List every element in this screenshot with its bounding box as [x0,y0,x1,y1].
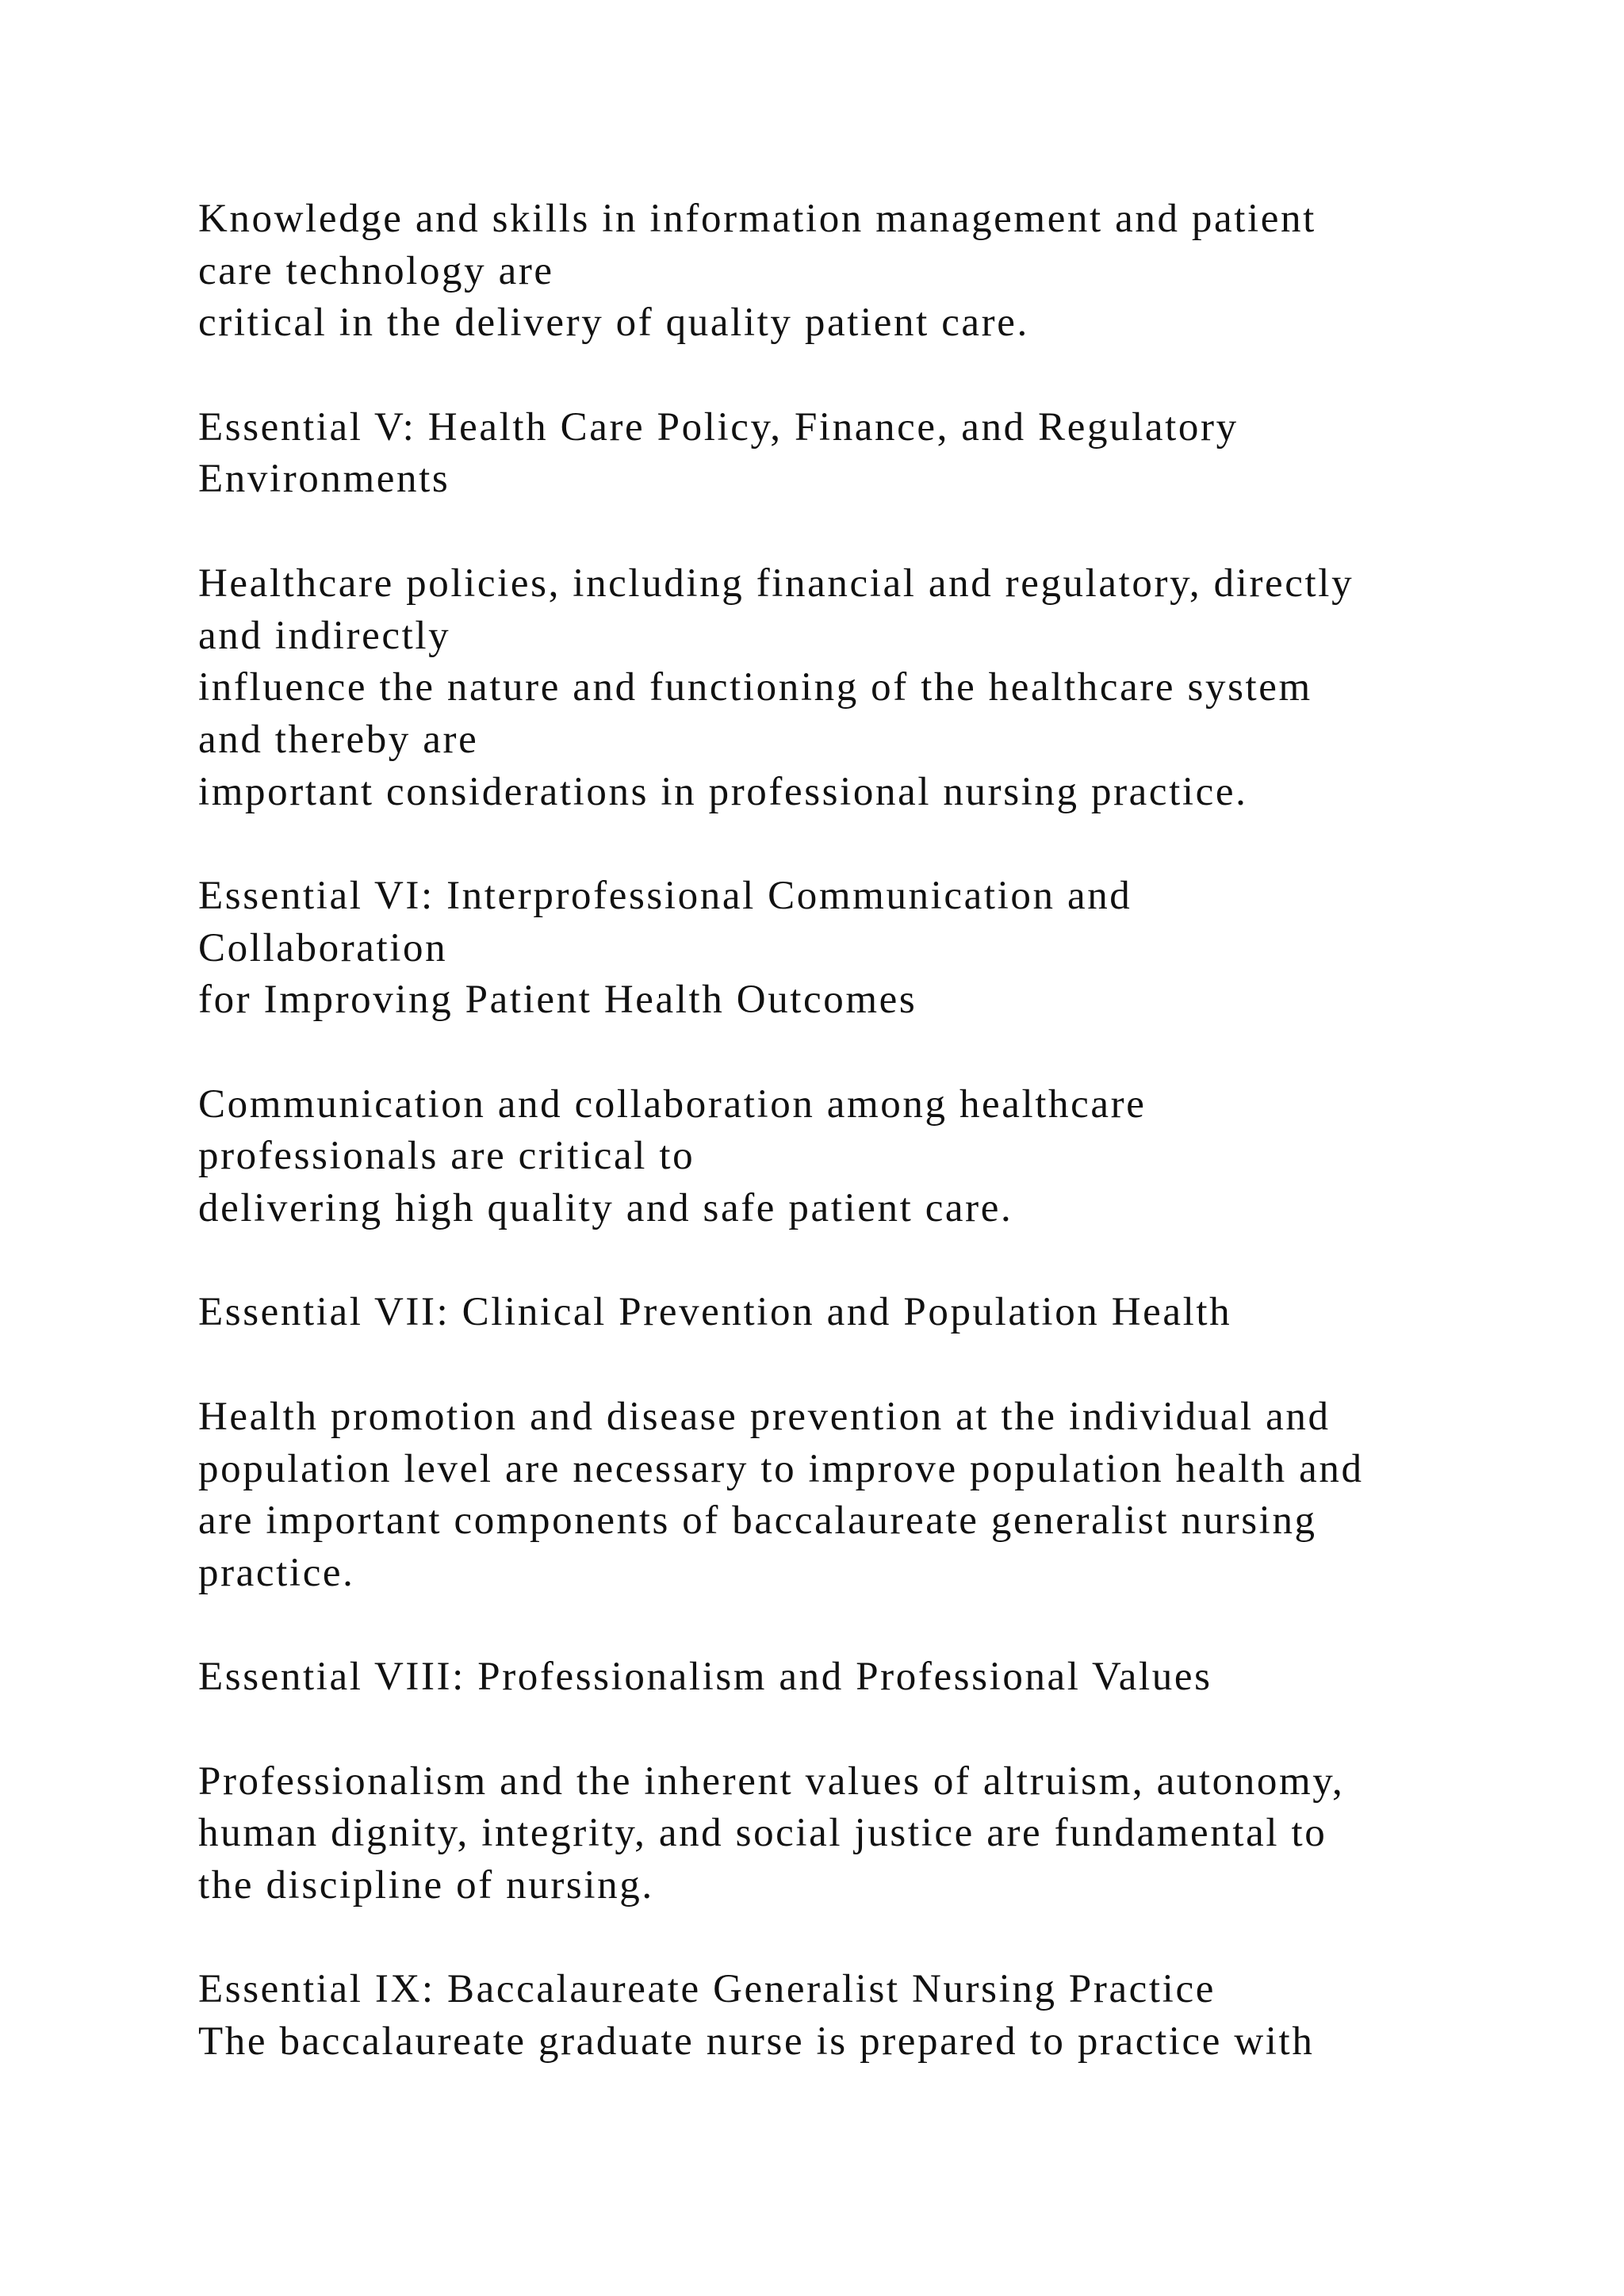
text-line: delivering high quality and safe patient care. [198,1186,1013,1231]
text-line: important considerations in professional nursing practice. [198,769,1248,814]
blank-line [198,506,1546,558]
text-line: professionals are critical to [198,1134,695,1179]
section-heading: Essential VI: Interprofessional Communication and [198,873,1132,918]
text-line: population level are necessary to improve population health and [198,1446,1364,1491]
blank-line [198,1704,1546,1756]
text-line: and thereby are [198,717,479,762]
section-heading: Essential VII: Clinical Prevention and Population Health [198,1290,1232,1335]
section-heading: Essential VIII: Professionalism and Professional Values [198,1655,1212,1700]
section-heading: Essential IX: Baccalaureate Generalist Nursing Practice [198,1967,1216,2012]
text-line: are important components of baccalaureate generalist nursing [198,1498,1317,1544]
text-line: Healthcare policies, including financial and regulatory, directly [198,561,1354,606]
blank-line [198,1027,1546,1079]
blank-line [198,1600,1546,1652]
blank-line [198,1339,1546,1391]
blank-line [198,1235,1546,1288]
text-line: Knowledge and skills in information management and patient [198,197,1316,241]
text-line: Health promotion and disease prevention at the individual and [198,1394,1331,1439]
blank-line [198,350,1546,402]
text-line: practice. [198,1550,355,1595]
text-line: critical in the delivery of quality patient care. [198,300,1029,346]
text-line: human dignity, integrity, and social justice are fundamental to [198,1811,1327,1856]
blank-line [198,1912,1546,1965]
section-heading: Collaboration [198,925,448,970]
blank-line [198,818,1546,871]
text-line: influence the nature and functioning of the healthcare system [198,665,1312,710]
document-text [198,193,1546,2068]
text-line: Communication and collaboration among healthcare [198,1081,1147,1127]
text-line: the discipline of nursing. [198,1863,654,1908]
section-heading: for Improving Patient Health Outcomes [198,978,917,1023]
section-heading: Environments [198,457,450,502]
section-heading: Essential V: Health Care Policy, Finance, and Regulatory [198,404,1239,450]
text-line: The baccalaureate graduate nurse is prepared to practice with [198,2019,1315,2064]
text-line: care technology are [198,248,554,293]
text-line: Professionalism and the inherent values of altruism, autonomy, [198,1758,1345,1804]
text-line: and indirectly [198,613,451,658]
